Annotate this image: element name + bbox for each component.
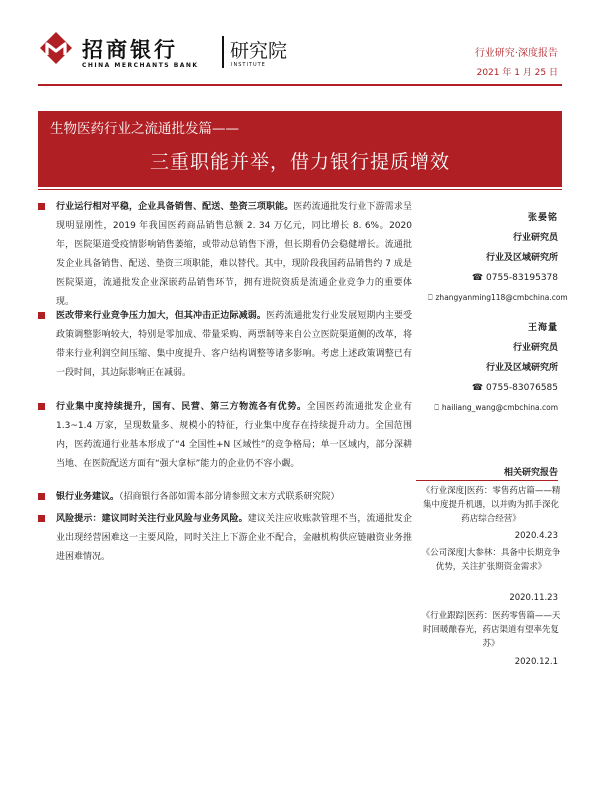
institute-name-en: INSTITUTE: [231, 62, 266, 68]
paragraph-lead: 行业运行相对平稳，企业具备销售、配送、垫资三项职能。: [56, 202, 294, 212]
paragraph-text: 医药流通批发行业下游需求呈现明显刚性，2019 年我国医药商品销售总额 2. 34 万亿元，同比增长 8. 6%。2020 年，医院渠道受疫情影响销售萎缩，或带动总销售下滑，但长期看仍会稳健增长。流通批发企业具备销售、配送、垫资三项职能，难以替代。其中，现阶段我国药品销售约 7 成是医院渠道，流通批发企业深嵌药品销售环节，拥有进院资质是流通企业竞争力的重要体现。: [56, 202, 412, 307]
report-title: 三重职能并举，借力银行提质增效: [149, 151, 450, 173]
related-report-link[interactable]: 《行业深度|医药：零售药店篇——精集中度提升机遇，以并购为抓手深化药店综合经营》: [421, 486, 561, 524]
analyst-email-row: [428, 398, 558, 418]
bullet-square-icon: [38, 493, 45, 500]
bullet-square-icon: [38, 515, 45, 522]
related-report-date: 2020.11.23: [509, 593, 558, 603]
paragraph-text: （招商银行各部如需本部分请参照文末方式联系研究院）: [119, 492, 340, 502]
summary-paragraph: [56, 307, 412, 383]
bullet-square-icon: [38, 203, 45, 210]
paragraph-text: 全国医药流通批发企业有 1.3~1.4 万家，呈现数量多、规模小的特征，行业集中度存在持续提升动力。全国范围内，医药流通行业基本形成了“4 全国性+N 区域性”的竞争格局；单一区域内，部分深耕当地、在医院配送方面有“强大拿标”能力的企业仍不容小觑。: [56, 402, 412, 469]
analyst-phone-row: [428, 268, 558, 288]
analyst-card: [428, 208, 568, 308]
summary-paragraph: [56, 510, 412, 567]
paragraph-text: 建议关注应收账款管理不当，流通批发企业出现经营困难这一主要风险，同时关注上下游企业不配合，金融机构供应链融资业务推进困难情况。: [56, 514, 412, 562]
report-type: 行业研究·深度报告: [474, 48, 558, 59]
paragraph-lead: 医改带来行业竞争压力加大，但其冲击正边际减弱。: [56, 311, 267, 321]
analyst-title: 行业研究员: [512, 233, 558, 243]
analyst-title: 行业研究员: [512, 343, 558, 353]
paragraph-text: 医药流通批发行业发展短期内主要受政策调整影响较大，特别是零加成、带量采购、两票制等来自公立医院渠道侧的改革，将带来行业利润空间压缩、集中度提升、客户结构调整等诸多影响。考虑上述政策调整已有一段时间，其边际影响正在减弱。: [56, 311, 412, 378]
email-icon: ⎕: [434, 403, 439, 412]
phone-icon: ☎: [471, 273, 484, 283]
analyst-card: [428, 318, 558, 418]
report-subtitle: 生物医药行业之流通批发篇——: [50, 121, 239, 137]
related-report-date: 2020.12.1: [514, 657, 558, 667]
analyst-email[interactable]: hailiang_wang@cmbchina.com: [441, 403, 558, 412]
analyst-name: 张晏铭: [527, 213, 558, 223]
related-reports-heading: 相关研究报告: [503, 468, 558, 478]
related-report-link[interactable]: 《行业跟踪|医药：医药零售篇——天时回暖酿春光，药店渠道有望率先复苏》: [421, 611, 561, 649]
paragraph-lead: 银行业务建议。: [56, 492, 120, 502]
analyst-email-row: [428, 288, 568, 308]
analyst-phone-row: [428, 378, 558, 398]
analyst-phone: 0755-83076585: [486, 383, 558, 393]
bank-name-en: CHINA MERCHANTS BANK: [82, 62, 199, 69]
report-date: 2021 年 1 月 25 日: [476, 68, 558, 78]
title-banner: [38, 111, 562, 187]
summary-paragraph: [56, 398, 412, 474]
related-divider: [416, 480, 558, 481]
analyst-name: 王海量: [527, 323, 558, 333]
analyst-dept: 行业及区域研究所: [485, 253, 558, 263]
related-report-date: 2020.4.23: [514, 531, 558, 541]
related-report-link[interactable]: 《公司深度|大参林：具备中长期竞争优势，关注扩张期资金需求》: [421, 548, 561, 572]
bank-name-cn: 招商银行: [82, 37, 178, 62]
analyst-dept: 行业及区域研究所: [485, 363, 558, 373]
bullet-square-icon: [38, 403, 45, 410]
email-icon: ⎕: [428, 293, 433, 302]
paragraph-lead: 风险提示：建议同时关注行业风险与业务风险。: [56, 514, 248, 524]
logo-divider: [222, 36, 224, 68]
institute-name: 研究院: [230, 40, 288, 62]
summary-paragraph: [56, 198, 412, 312]
bullet-square-icon: [38, 312, 45, 319]
summary-paragraph: [56, 488, 412, 507]
cmb-logo-icon: [38, 30, 74, 66]
title-divider: [38, 189, 562, 190]
analyst-email[interactable]: zhangyanming118@cmbchina.com: [435, 293, 568, 302]
header-divider: [38, 84, 562, 86]
phone-icon: ☎: [471, 383, 484, 393]
analyst-phone: 0755-83195378: [486, 273, 558, 283]
paragraph-lead: 行业集中度持续提升，国有、民营、第三方物流各有优势。: [56, 402, 307, 412]
